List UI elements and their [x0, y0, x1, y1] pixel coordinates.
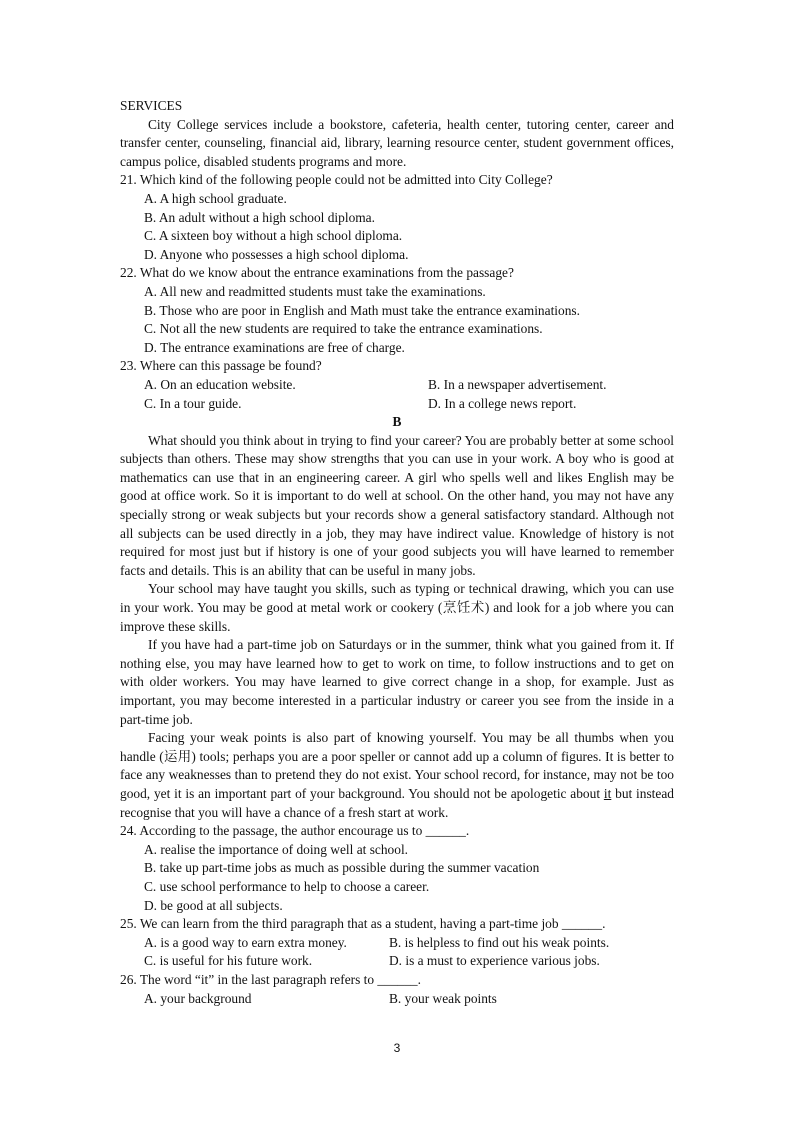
- question-21: [120, 171, 674, 264]
- question-stem: 24. According to the passage, the author encourage us to ______.: [120, 823, 470, 839]
- passage-paragraph-2: Your school may have taught you skills, such as typing or technical drawing, which you can use in your work. You may be good at metal work or cookery (烹饪术) and look for a job where you can improve these skills.: [120, 581, 674, 634]
- services-paragraph: City College services include a bookstore, cafeteria, health center, tutoring center, career and transfer center, counseling, financial aid, library, learning resource center, student government offices, campus police, disabled students programs and more.: [120, 116, 674, 169]
- option-b: B. take up part-time jobs as much as possible during the summer vacation: [144, 860, 540, 876]
- option-d: D. The entrance examinations are free of charge.: [144, 339, 405, 355]
- question-26: [120, 971, 674, 1008]
- question-stem: 21. Which kind of the following people could not be admitted into City College?: [120, 172, 553, 188]
- option-a: A. On an education website.: [144, 376, 296, 392]
- option-d: D. In a college news report.: [428, 395, 577, 411]
- question-22: [120, 264, 674, 357]
- option-a: A. realise the importance of doing well at school.: [144, 841, 409, 857]
- question-24: [120, 822, 674, 915]
- option-b: B. Those who are poor in English and Math must take the entrance examinations.: [144, 302, 580, 318]
- option-b: B. is helpless to find out his weak points.: [389, 934, 610, 950]
- passage-paragraph-1: What should you think about in trying to find your career? You are probably better at some school subjects than others. These may show strengths that you can use in your work. A boy who is good at mathematics can use that in an engineering career. A girl who spells well and likes English may be good at office work. So it is important to do well at school. On the other hand, you may not have any specially strong or weak subjects but your records show a general satisfactory standard. Although not all subjects can be used directly in a job, they may have indirect value. Knowledge of history is not required for most just but if history is one of your good subjects you will have learned to remember facts and details. This is an ability that can be useful in many jobs.: [120, 432, 674, 578]
- option-c: C. In a tour guide.: [144, 395, 242, 411]
- option-a: A. is a good way to earn extra money.: [144, 934, 347, 950]
- option-d: D. Anyone who possesses a high school diploma.: [144, 246, 409, 262]
- page-number: 3: [393, 1041, 401, 1055]
- option-a: A. A high school graduate.: [144, 190, 287, 206]
- page-content: [120, 97, 674, 1008]
- underlined-word: it: [603, 785, 612, 801]
- services-heading: SERVICES: [120, 98, 183, 113]
- option-c: C. Not all the new students are required to take the entrance examinations.: [144, 321, 543, 337]
- option-a: A. All new and readmitted students must take the examinations.: [144, 283, 486, 299]
- question-25: [120, 915, 674, 971]
- question-stem: 26. The word “it” in the last paragraph refers to ______.: [120, 971, 421, 987]
- question-23: [120, 357, 674, 413]
- option-d: D. be good at all subjects.: [144, 897, 283, 913]
- option-a: A. your background: [144, 990, 252, 1006]
- option-b: B. An adult without a high school diploma.: [144, 209, 375, 225]
- passage-paragraph-3: If you have had a part-time job on Saturdays or in the summer, think what you gained from it. If nothing else, you may have learned how to get to work on time, to follow instructions and to get on with older workers. You may have learned to give correct change in a shop, for example. Just as important, you may become interested in a particular industry or career you see from the inside in a part-time job.: [120, 637, 674, 727]
- option-c: C. use school performance to help to choose a career.: [144, 878, 430, 894]
- question-stem: 22. What do we know about the entrance examinations from the passage?: [120, 265, 514, 281]
- option-b: B. In a newspaper advertisement.: [428, 376, 607, 392]
- question-stem: 25. We can learn from the third paragraph that as a student, having a part-time job ______.: [120, 916, 606, 932]
- section-b-title: B: [392, 414, 402, 430]
- passage-paragraph-4: Facing your weak points is also part of knowing yourself. You may be all thumbs when you handle (运用) tools; perhaps you are a poor speller or cannot add up a column of figures. It is better to face any weaknesses than to pretend they do not exist. Your school record, for instance, may not be too good, yet it is an important part of your background. You should not be apologetic about it but instead recognise that you will have a chance of a fresh start at work.: [120, 730, 674, 820]
- option-c: C. A sixteen boy without a high school diploma.: [144, 228, 403, 244]
- option-b: B. your weak points: [389, 990, 497, 1006]
- option-c: C. is useful for his future work.: [144, 953, 313, 969]
- passage-b: [120, 432, 674, 822]
- question-stem: 23. Where can this passage be found?: [120, 358, 322, 374]
- option-d: D. is a must to experience various jobs.: [389, 953, 600, 969]
